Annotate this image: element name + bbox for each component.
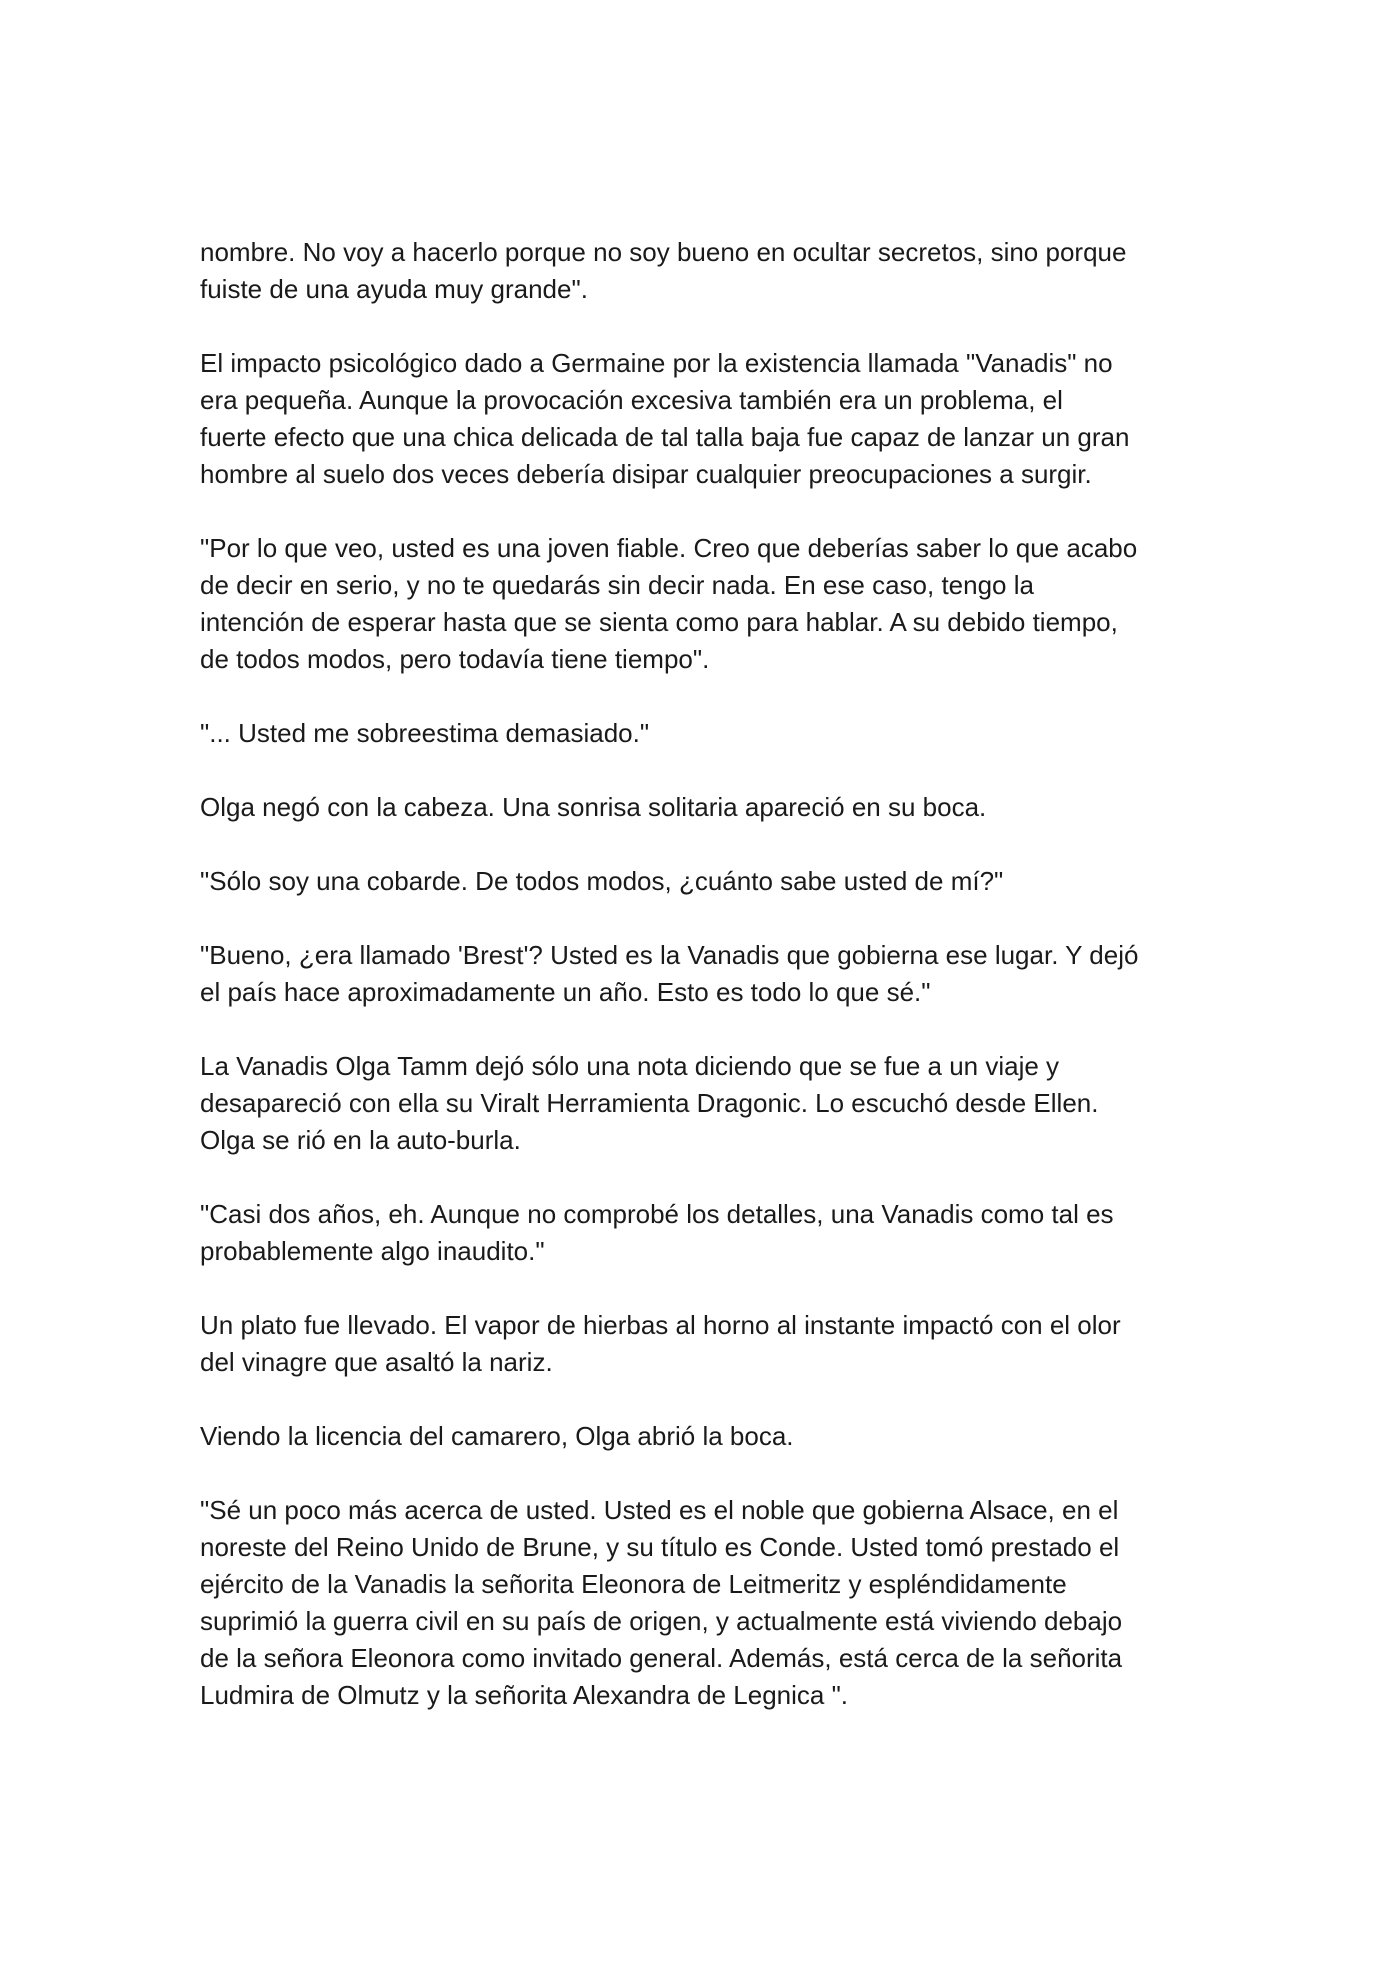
text-line: probablemente algo inaudito." (200, 1236, 545, 1266)
text-line: intención de esperar hasta que se sienta como para hablar. A su debido tiempo, (200, 607, 1118, 637)
paragraph (200, 1492, 1210, 1714)
text-line: hombre al suelo dos veces debería disipar cualquier preocupaciones a surgir. (200, 459, 1092, 489)
text-line: "Sólo soy una cobarde. De todos modos, ¿cuánto sabe usted de mí?" (200, 866, 1004, 896)
text-line: desapareció con ella su Viralt Herramienta Dragonic. Lo escuchó desde Ellen. (200, 1088, 1099, 1118)
paragraph (200, 789, 1210, 826)
text-line: de la señora Eleonora como invitado general. Además, está cerca de la señorita (200, 1643, 1123, 1673)
paragraph (200, 234, 1210, 308)
text-line: Viendo la licencia del camarero, Olga abrió la boca. (200, 1421, 794, 1451)
text-line: era pequeña. Aunque la provocación excesiva también era un problema, el (200, 385, 1063, 415)
text-line: El impacto psicológico dado a Germaine por la existencia llamada "Vanadis" no (200, 348, 1113, 378)
text-line: La Vanadis Olga Tamm dejó sólo una nota diciendo que se fue a un viaje y (200, 1051, 1060, 1081)
text-line: "Casi dos años, eh. Aunque no comprobé los detalles, una Vanadis como tal es (200, 1199, 1114, 1229)
text-line: "Sé un poco más acerca de usted. Usted es el noble que gobierna Alsace, en el (200, 1495, 1119, 1525)
text-line: Un plato fue llevado. El vapor de hierbas al horno al instante impactó con el olor (200, 1310, 1121, 1340)
text-line: ejército de la Vanadis la señorita Eleonora de Leitmeritz y espléndidamente (200, 1569, 1067, 1599)
text-line: Olga negó con la cabeza. Una sonrisa solitaria apareció en su boca. (200, 792, 987, 822)
paragraph (200, 715, 1210, 752)
paragraph (200, 345, 1210, 493)
text-line: "Por lo que veo, usted es una joven fiable. Creo que deberías saber lo que acabo (200, 533, 1138, 563)
paragraph (200, 530, 1210, 678)
document-body (200, 234, 1210, 1751)
text-line: del vinagre que asaltó la nariz. (200, 1347, 553, 1377)
text-line: fuiste de una ayuda muy grande". (200, 274, 588, 304)
text-line: de decir en serio, y no te quedarás sin decir nada. En ese caso, tengo la (200, 570, 1034, 600)
paragraph (200, 1418, 1210, 1455)
text-line: de todos modos, pero todavía tiene tiempo". (200, 644, 710, 674)
text-line: noreste del Reino Unido de Brune, y su título es Conde. Usted tomó prestado el (200, 1532, 1120, 1562)
text-line: Olga se rió en la auto-burla. (200, 1125, 521, 1155)
text-line: nombre. No voy a hacerlo porque no soy bueno en ocultar secretos, sino porque (200, 237, 1127, 267)
paragraph (200, 937, 1210, 1011)
text-line: el país hace aproximadamente un año. Esto es todo lo que sé." (200, 977, 931, 1007)
text-line: Ludmira de Olmutz y la señorita Alexandra de Legnica ". (200, 1680, 849, 1710)
paragraph (200, 863, 1210, 900)
text-line: "Bueno, ¿era llamado 'Brest'? Usted es la Vanadis que gobierna ese lugar. Y dejó (200, 940, 1139, 970)
paragraph (200, 1196, 1210, 1270)
text-line: fuerte efecto que una chica delicada de tal talla baja fue capaz de lanzar un gran (200, 422, 1130, 452)
text-line: suprimió la guerra civil en su país de origen, y actualmente está viviendo debajo (200, 1606, 1123, 1636)
paragraph (200, 1307, 1210, 1381)
text-line: "... Usted me sobreestima demasiado." (200, 718, 650, 748)
paragraph (200, 1048, 1210, 1159)
